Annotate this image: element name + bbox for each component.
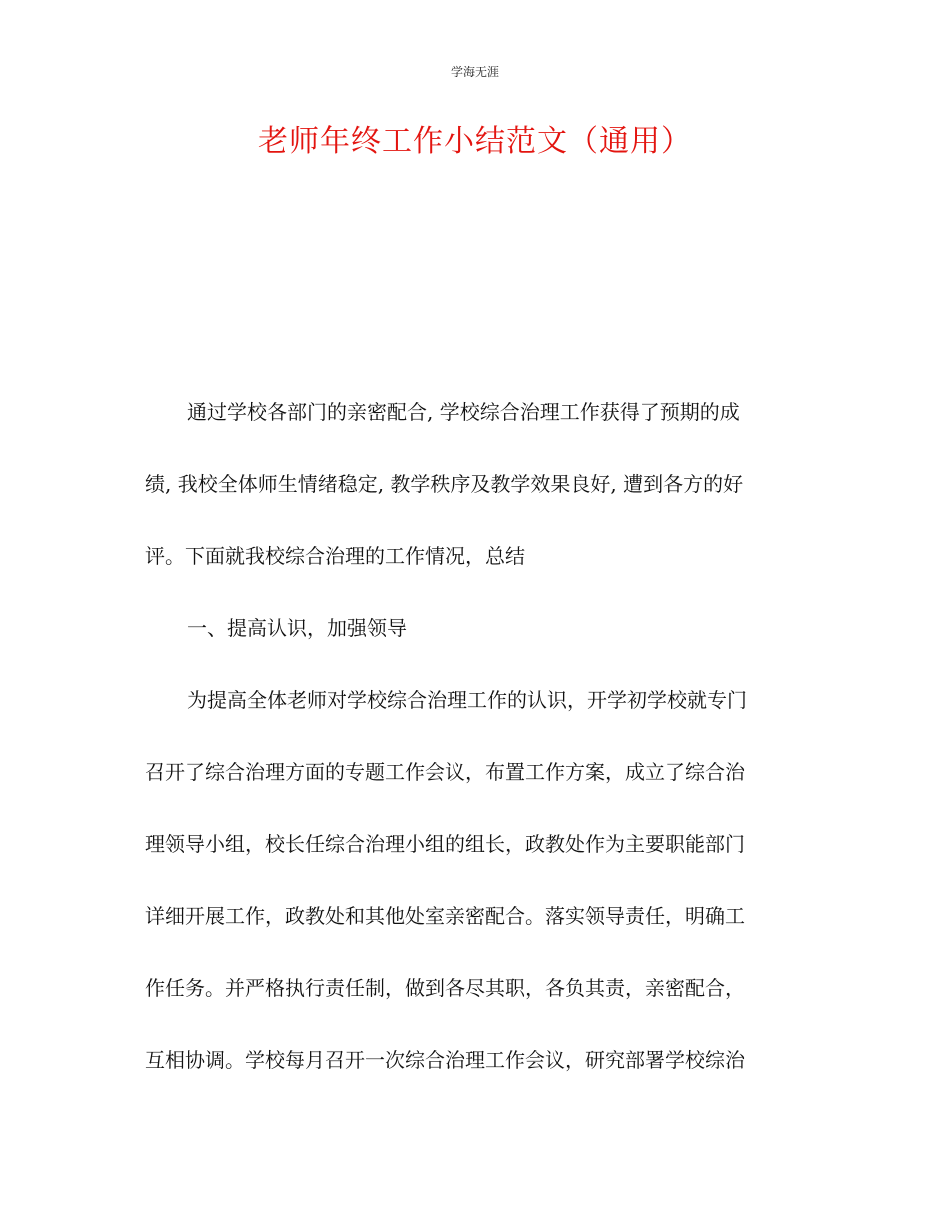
paragraph-line: 理领导小组，校长任综合治理小组的组长，政教处作为主要职能部门 [145, 832, 745, 856]
document-body [145, 394, 805, 1114]
paragraph-line: 作任务。并严格执行责任制，做到各尽其职，各负其责，亲密配合， [145, 976, 745, 1000]
paragraph-line: 互相协调。学校每月召开一次综合治理工作会议，研究部署学校综治 [145, 1048, 745, 1072]
section-heading: 一、提高认识，加强领导 [187, 616, 407, 640]
paragraph-line: 召开了综合治理方面的专题工作会议，布置工作方案，成立了综合治 [145, 760, 745, 784]
paragraph-line: 为提高全体老师对学校综合治理工作的认识，开学初学校就专门 [187, 688, 747, 712]
document-title: 老师年终工作小结范文（通用） [258, 124, 692, 159]
paragraph-line: 详细开展工作，政教处和其他处室亲密配合。落实领导责任，明确工 [145, 904, 745, 928]
paragraph-line: 绩, 我校全体师生情绪稳定, 教学秩序及教学效果良好, 遭到各方的好 [145, 472, 744, 496]
page-header: 学海无涯 [450, 65, 499, 79]
paragraph-line: 通过学校各部门的亲密配合, 学校综合治理工作获得了预期的成 [187, 400, 740, 424]
paragraph-line: 评。下面就我校综合治理的工作情况，总结 [145, 544, 525, 568]
